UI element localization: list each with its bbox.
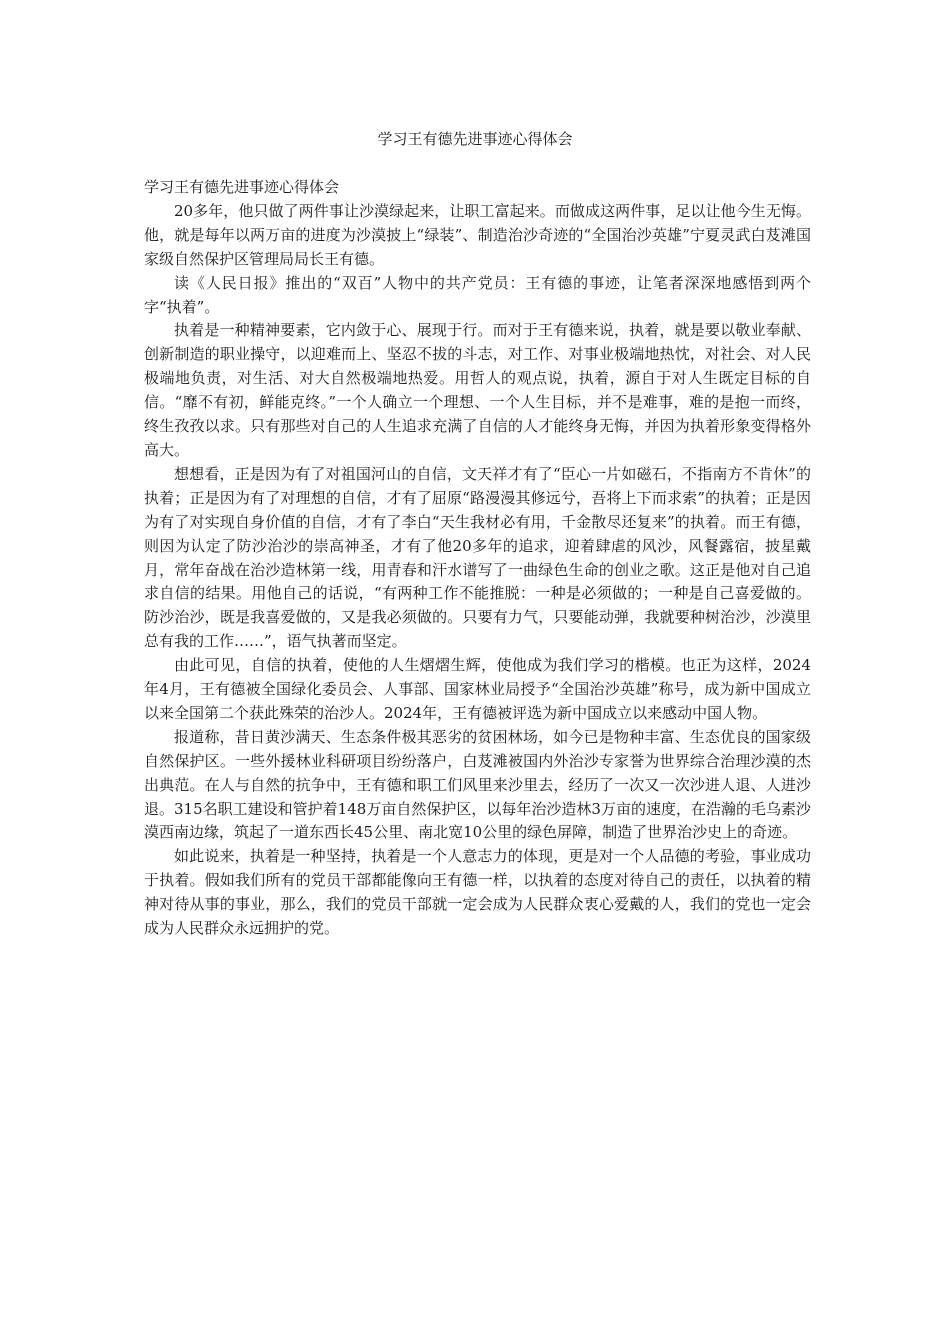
paragraph-6: 报道称，昔日黄沙满天、生态条件极其恶劣的贫困林场，如今已是物种丰富、生态优良的国家级自然保护区。一些外援林业科研项目纷纷落户，白芨滩被国内外治沙专家誉为世界综合治理沙漠的杰出典范。在人与自然的抗争中，王有德和职工们风里来沙里去，经历了一次又一次沙进人退、人进沙退。315名职工建设和管护着148万亩自然保护区，以每年治沙造林3万亩的速度，在浩瀚的毛乌素沙漠西南边缘，筑起了一道东西长45公里、南北宽10公里的绿色屏障，制造了世界治沙史上的奇迹。: [144, 727, 811, 842]
paragraph-4: 想想看，正是因为有了对祖国河山的自信，文天祥才有了“臣心一片如磁石，不指南方不肯休”的执着；正是因为有了对理想的自信，才有了屈原“路漫漫其修远兮，吾将上下而求索”的执着；正是因为有了对实现自身价值的自信，才有了李白“天生我材必有用，千金散尽还复来”的执着。而王有德，则因为认定了防沙治沙的崇高神圣，才有了他20多年的追求，迎着肆虐的风沙，风餐露宿，披星戴月，常年奋战在治沙造林第一线，用青春和汗水谱写了一曲绿色生命的创业之歌。这正是他对自己追求自信的结果。用他自己的话说，“有两种工作不能推脱：一种是必须做的；一种是自己喜爱做的。防沙治沙，既是我喜爱做的，又是我必须做的。只要有力气，只要能动弹，我就要种树治沙，沙漠里总有我的工作……”，语气执著而坚定。: [144, 464, 811, 651]
paragraph-2: 读《人民日报》推出的“双百”人物中的共产党员：王有德的事迹，让笔者深深地感悟到两个字“执着”。: [144, 273, 811, 316]
document-body: [144, 176, 811, 941]
document-subtitle: 学习王有德先进事迹心得体会: [144, 178, 340, 196]
paragraph-1: 20多年，他只做了两件事让沙漠绿起来，让职工富起来。而做成这两件事，足以让他今生无悔。他，就是每年以两万亩的进度为沙漠披上“绿装”、制造治沙奇迹的“全国治沙英雄”宁夏灵武白芨滩国家级自然保护区管理局局长王有德。: [144, 201, 811, 268]
paragraph-3: 执着是一种精神要素，它内敛于心、展现于行。而对于王有德来说，执着，就是要以敬业奉献、创新制造的职业操守，以迎难而上、坚忍不拔的斗志，对工作、对事业极端地热忱，对社会、对人民极端地负责，对生活、对大自然极端地热爱。用哲人的观点说，执着，源自于对人生既定目标的自信。“靡不有初，鲜能克终。”一个人确立一个理想、一个人生目标，并不是难事，难的是抱一而终，终生孜孜以求。只有那些对自己的人生追求充满了自信的人才能终身无悔，并因为执着形象变得格外高大。: [144, 321, 811, 459]
paragraph-5: 由此可见，自信的执着，使他的人生熠熠生辉，使他成为我们学习的楷模。也正为这样，2024年4月，王有德被全国绿化委员会、人事部、国家林业局授予“全国治沙英雄”称号，成为新中国成立以来全国第二个获此殊荣的治沙人。2024年，王有德被评选为新中国成立以来感动中国人物。: [144, 656, 811, 722]
document-title: 学习王有德先进事迹心得体会: [377, 130, 573, 148]
paragraph-7: 如此说来，执着是一种坚持，执着是一个人意志力的体现，更是对一个人品德的考验，事业成功于执着。假如我们所有的党员干部都能像向王有德一样，以执着的态度对待自己的责任，以执着的精神对待从事的事业，那么，我们的党员干部就一定会成为人民群众衷心爱戴的人，我们的党也一定会成为人民群众永远拥护的党。: [144, 847, 811, 938]
